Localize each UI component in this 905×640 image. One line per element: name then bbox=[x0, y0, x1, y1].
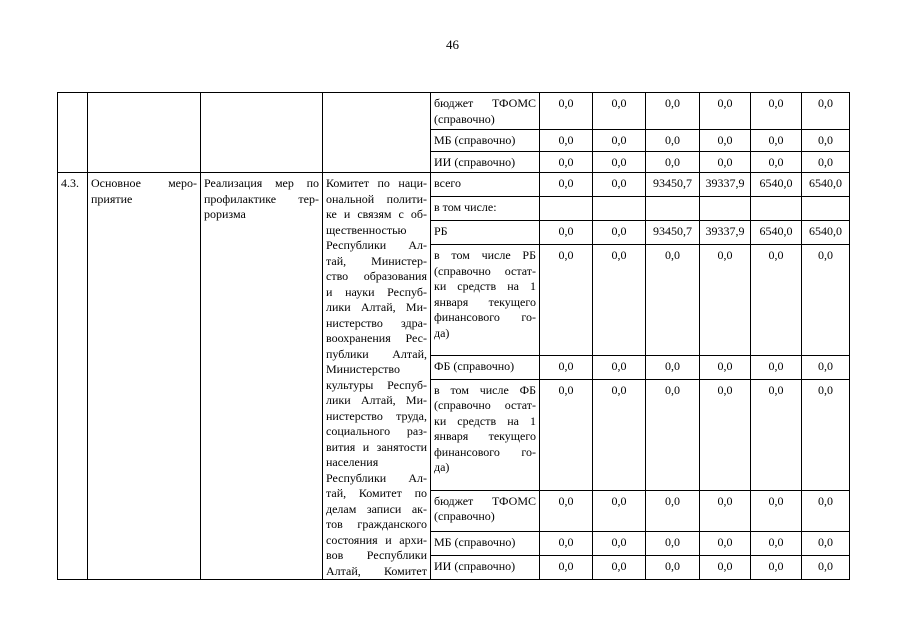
item-executor-line: вов Республики bbox=[326, 548, 427, 562]
value-cell: 0,0 bbox=[646, 490, 700, 531]
value-cell: 0,0 bbox=[751, 355, 802, 379]
funding-source-cell bbox=[431, 173, 540, 197]
value-cell: 0,0 bbox=[646, 130, 700, 152]
value-cell: 0,0 bbox=[593, 93, 646, 130]
value-cell: 0,0 bbox=[593, 173, 646, 197]
item-executor bbox=[323, 173, 431, 580]
funding-source-cell bbox=[431, 93, 540, 130]
funding-source-line: ИИ (справочно) bbox=[434, 558, 516, 573]
item-executor-line: щественностью bbox=[326, 222, 407, 237]
funding-source-line: (справочно остат- bbox=[434, 398, 536, 413]
value-cell: 0,0 bbox=[751, 555, 802, 579]
value-cell: 0,0 bbox=[646, 531, 700, 555]
value-cell: 0,0 bbox=[646, 379, 700, 490]
value-cell: 0,0 bbox=[646, 555, 700, 579]
value-cell: 0,0 bbox=[593, 355, 646, 379]
value-cell: 0,0 bbox=[646, 245, 700, 356]
value-cell: 0,0 bbox=[646, 151, 700, 173]
page-number: 46 bbox=[446, 37, 459, 52]
value-cell: 0,0 bbox=[540, 221, 593, 245]
table-body bbox=[58, 93, 850, 580]
item-executor-line: культуры Респуб- bbox=[326, 377, 427, 392]
funding-source-line: (справочно остат- bbox=[434, 263, 536, 278]
value-cell: 0,0 bbox=[700, 151, 751, 173]
funding-source-line: (справочно) bbox=[434, 509, 495, 523]
value-cell: 0,0 bbox=[540, 555, 593, 579]
value-cell: 0,0 bbox=[700, 379, 751, 490]
value-cell: 0,0 bbox=[751, 93, 802, 130]
value-cell: 0,0 bbox=[593, 130, 646, 152]
value-cell: 6540,0 bbox=[751, 221, 802, 245]
funding-source-cell bbox=[431, 355, 540, 379]
item-executor-line: вития и занятости bbox=[326, 439, 427, 454]
item-type-line: Основное меро- bbox=[91, 176, 197, 190]
value-cell: 0,0 bbox=[540, 93, 593, 130]
funding-source-cell bbox=[431, 245, 540, 356]
value-cell: 0,0 bbox=[593, 245, 646, 356]
funding-source-line: ки средств на 1 bbox=[434, 413, 536, 428]
value-cell: 0,0 bbox=[751, 130, 802, 152]
table-row bbox=[58, 93, 850, 130]
funding-source-line: в том числе: bbox=[434, 200, 497, 215]
item-executor-line: Алтай, Комитет bbox=[326, 563, 427, 578]
funding-source-line: января текущего bbox=[434, 294, 536, 309]
funding-source-line: МБ (справочно) bbox=[434, 133, 516, 147]
value-cell: 39337,9 bbox=[700, 173, 751, 197]
value-cell: 0,0 bbox=[802, 130, 850, 152]
value-cell: 0,0 bbox=[802, 555, 850, 579]
item-executor-line: лики Алтай, Ми- bbox=[326, 300, 427, 314]
value-cell bbox=[700, 197, 751, 221]
value-cell: 0,0 bbox=[540, 173, 593, 197]
funding-source-line: всего bbox=[434, 176, 462, 190]
item-executor-line: Республики Ал- bbox=[326, 470, 427, 485]
value-cell bbox=[540, 197, 593, 221]
funding-source-line: МБ (справочно) bbox=[434, 534, 516, 549]
value-cell bbox=[646, 197, 700, 221]
value-cell: 0,0 bbox=[540, 531, 593, 555]
funding-source-line: бюджет ТФОМС bbox=[434, 96, 536, 110]
item-executor-line: состояния и архи- bbox=[326, 532, 427, 547]
value-cell: 0,0 bbox=[646, 93, 700, 130]
funding-source-cell bbox=[431, 555, 540, 579]
value-cell bbox=[593, 197, 646, 221]
item-executor-line: тай, Комитет по bbox=[326, 486, 427, 500]
value-cell: 0,0 bbox=[540, 379, 593, 490]
item-executor-line: ство образования bbox=[326, 269, 427, 283]
value-cell: 0,0 bbox=[751, 379, 802, 490]
table-row bbox=[58, 173, 850, 197]
item-type bbox=[88, 173, 201, 580]
funding-source-cell bbox=[431, 130, 540, 152]
funding-source-cell bbox=[431, 197, 540, 221]
funding-source-line: ИИ (справочно) bbox=[434, 154, 516, 169]
item-executor-line: публики Алтай, bbox=[326, 346, 427, 361]
value-cell: 0,0 bbox=[593, 490, 646, 531]
value-cell: 0,0 bbox=[540, 490, 593, 531]
value-cell: 0,0 bbox=[802, 245, 850, 356]
funding-source-cell bbox=[431, 379, 540, 490]
item-executor-line: нистерство труда, bbox=[326, 408, 427, 423]
value-cell: 0,0 bbox=[700, 531, 751, 555]
value-cell: 0,0 bbox=[593, 151, 646, 173]
funding-source-cell bbox=[431, 531, 540, 555]
value-cell: 0,0 bbox=[593, 379, 646, 490]
value-cell bbox=[751, 197, 802, 221]
value-cell bbox=[802, 197, 850, 221]
funding-source-line: (справочно) bbox=[434, 111, 495, 126]
funding-source-cell bbox=[431, 151, 540, 173]
value-cell: 6540,0 bbox=[751, 173, 802, 197]
item-executor-line: Министерство bbox=[326, 362, 400, 376]
item-executor-line: Комитет по наци- bbox=[326, 176, 427, 190]
item-name-line: профилактике тер- bbox=[204, 191, 319, 206]
value-cell: 0,0 bbox=[751, 151, 802, 173]
item-executor-line: нистерство здра- bbox=[326, 315, 427, 330]
item-executor-line: социального раз- bbox=[326, 424, 427, 438]
value-cell: 0,0 bbox=[751, 490, 802, 531]
item-executor-line: и науки Респуб- bbox=[326, 284, 427, 299]
item-executor-line: тов гражданского bbox=[326, 517, 427, 531]
value-cell: 93450,7 bbox=[646, 173, 700, 197]
value-cell: 0,0 bbox=[593, 531, 646, 555]
item-number: 4.3. bbox=[58, 173, 88, 580]
item-executor-line: ональной полити- bbox=[326, 191, 427, 206]
value-cell: 0,0 bbox=[593, 221, 646, 245]
value-cell: 0,0 bbox=[700, 130, 751, 152]
item-executor-line: делам записи ак- bbox=[326, 501, 427, 516]
value-cell: 0,0 bbox=[802, 151, 850, 173]
value-cell: 6540,0 bbox=[802, 173, 850, 197]
value-cell: 0,0 bbox=[751, 245, 802, 356]
funding-source-line: января текущего bbox=[434, 429, 536, 444]
value-cell: 0,0 bbox=[646, 355, 700, 379]
value-cell: 0,0 bbox=[540, 245, 593, 356]
item-executor-line: лики Алтай, Ми- bbox=[326, 393, 427, 407]
funding-source-cell bbox=[431, 221, 540, 245]
value-cell: 93450,7 bbox=[646, 221, 700, 245]
item-name bbox=[201, 173, 323, 580]
value-cell: 0,0 bbox=[540, 355, 593, 379]
name-cell-empty bbox=[201, 93, 323, 173]
funding-source-line: финансового го- bbox=[434, 310, 536, 325]
funding-source-line: РБ bbox=[434, 224, 448, 239]
item-name-line: роризма bbox=[204, 207, 246, 221]
value-cell: 0,0 bbox=[802, 490, 850, 531]
funding-source-line: ки средств на 1 bbox=[434, 279, 536, 294]
type-cell-empty bbox=[88, 93, 201, 173]
item-executor-line: тай, Министер- bbox=[326, 253, 427, 268]
item-executor-line: населения bbox=[326, 455, 379, 469]
funding-source-cell bbox=[431, 490, 540, 531]
funding-source-line: да) bbox=[434, 460, 450, 475]
value-cell: 0,0 bbox=[700, 93, 751, 130]
value-cell: 0,0 bbox=[540, 151, 593, 173]
item-executor-line: воохранения Рес- bbox=[326, 331, 427, 345]
funding-source-line: финансового го- bbox=[434, 444, 536, 459]
funding-source-line: в том числе ФБ bbox=[434, 382, 536, 397]
item-executor-line: Республики Ал- bbox=[326, 238, 427, 252]
value-cell: 0,0 bbox=[700, 355, 751, 379]
funding-source-line: да) bbox=[434, 325, 450, 340]
funding-source-line: бюджет ТФОМС bbox=[434, 493, 536, 508]
value-cell: 0,0 bbox=[802, 355, 850, 379]
value-cell: 0,0 bbox=[700, 245, 751, 356]
funding-source-line: ФБ (справочно) bbox=[434, 358, 515, 373]
value-cell: 0,0 bbox=[540, 130, 593, 152]
number-cell-empty bbox=[58, 93, 88, 173]
value-cell: 0,0 bbox=[802, 531, 850, 555]
value-cell: 0,0 bbox=[700, 490, 751, 531]
executor-cell-empty bbox=[323, 93, 431, 173]
value-cell: 6540,0 bbox=[802, 221, 850, 245]
funding-source-line: в том числе РБ bbox=[434, 248, 536, 263]
value-cell: 0,0 bbox=[802, 93, 850, 130]
value-cell: 39337,9 bbox=[700, 221, 751, 245]
value-cell: 0,0 bbox=[593, 555, 646, 579]
value-cell: 0,0 bbox=[802, 379, 850, 490]
budget-table bbox=[57, 92, 850, 580]
value-cell: 0,0 bbox=[700, 555, 751, 579]
value-cell: 0,0 bbox=[751, 531, 802, 555]
item-executor-line: ке и связям с об- bbox=[326, 207, 427, 221]
item-name-line: Реализация мер по bbox=[204, 176, 319, 190]
item-type-line: приятие bbox=[91, 191, 133, 206]
